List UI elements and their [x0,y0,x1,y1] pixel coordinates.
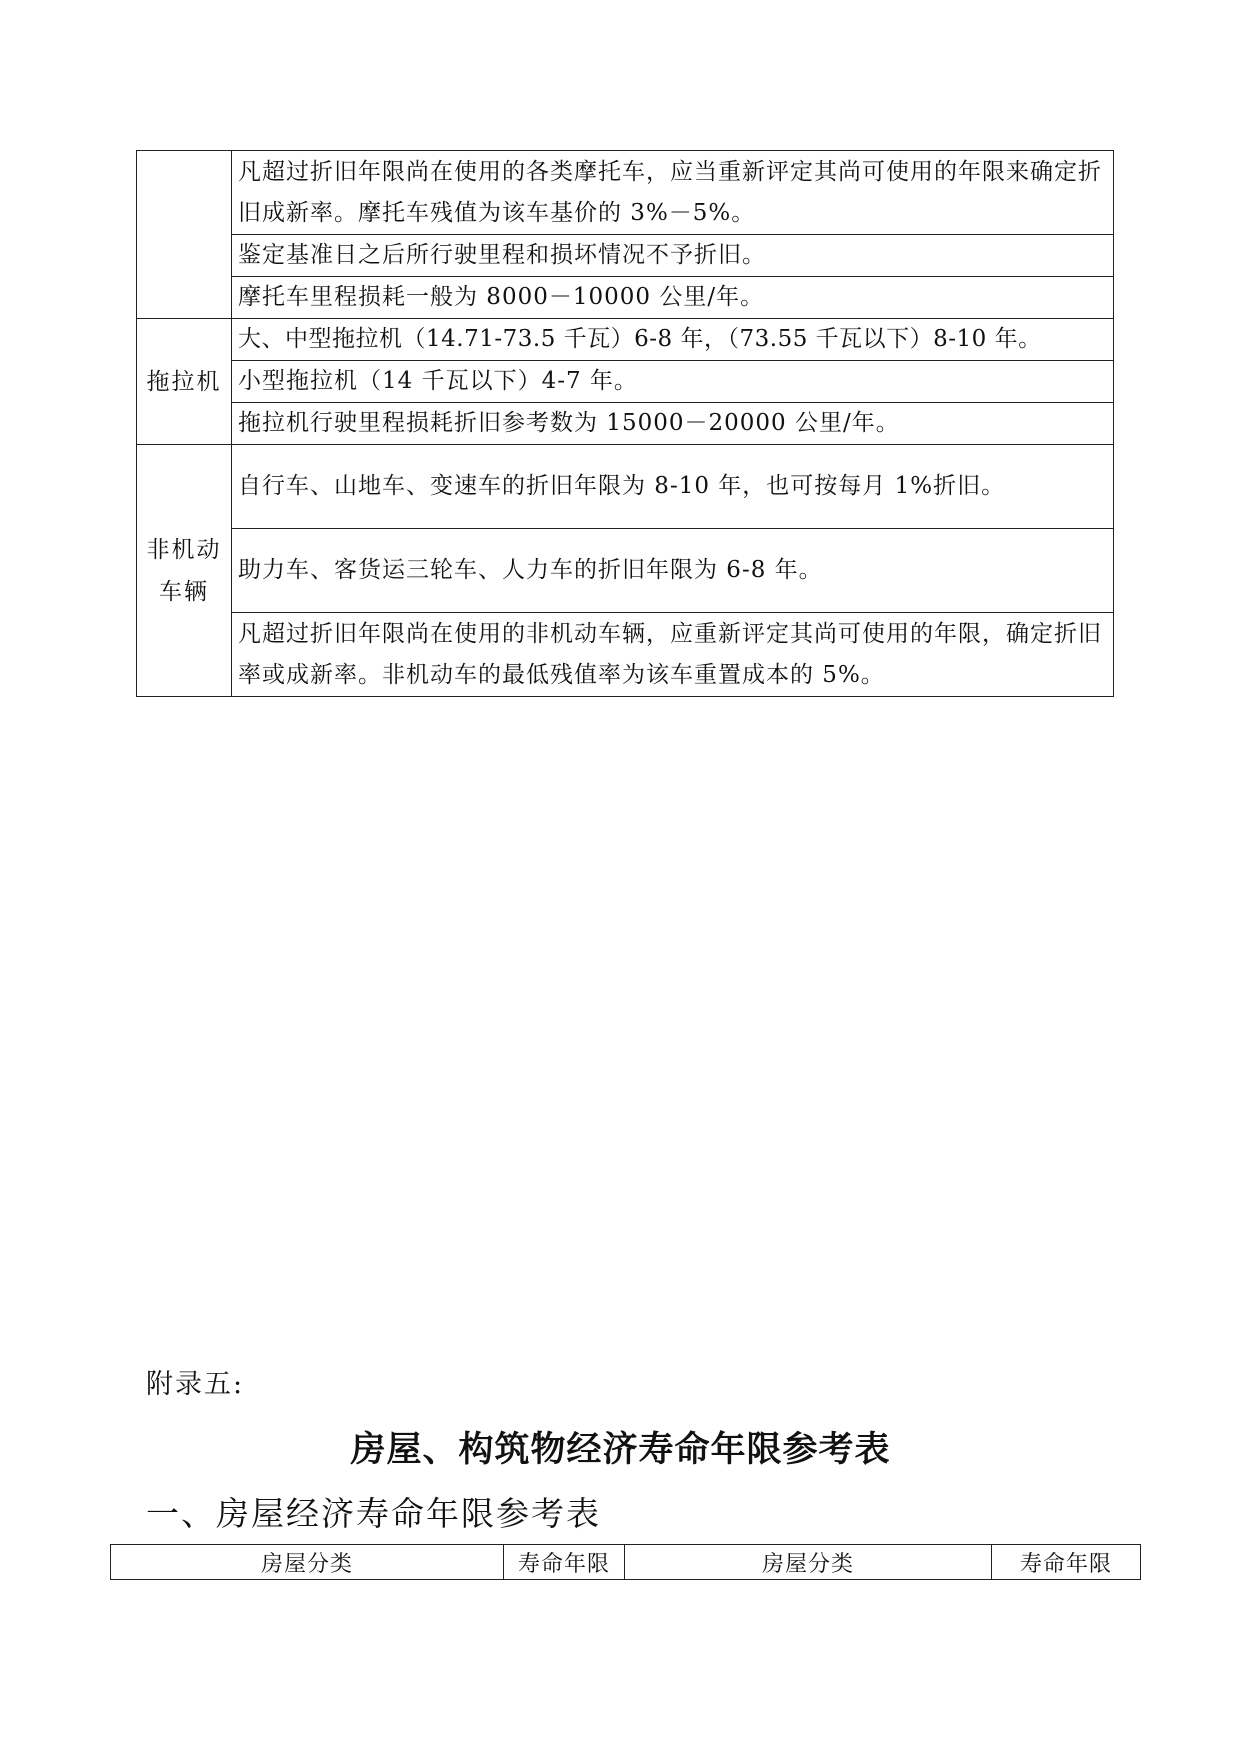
section-title: 一、房屋经济寿命年限参考表 [146,1494,601,1533]
motorcycle-rule-2: 鉴定基准日之后所行驶里程和损坏情况不予折旧。 [232,235,1114,277]
header-lifespan-2: 寿命年限 [992,1545,1141,1580]
tractor-rule-3: 拖拉机行驶里程损耗折旧参考数为 15000－20000 公里/年。 [232,403,1114,445]
document-title: 房屋、构筑物经济寿命年限参考表 [350,1429,891,1470]
header-house-category-2: 房屋分类 [625,1545,992,1580]
tractor-category-cell: 拖拉机 [137,319,232,445]
non-motor-rule-1: 自行车、山地车、变速车的折旧年限为 8-10 年，也可按每月 1%折旧。 [232,445,1114,529]
non-motor-rule-3: 凡超过折旧年限尚在使用的非机动车辆，应重新评定其尚可使用的年限，确定折旧率或成新率。非机动车的最低残值率为该车重置成本的 5%。 [232,613,1114,697]
appendix-label: 附录五: [146,1369,245,1400]
motorcycle-rule-3: 摩托车里程损耗一般为 8000－10000 公里/年。 [232,277,1114,319]
motorcycle-rule-1: 凡超过折旧年限尚在使用的各类摩托车，应当重新评定其尚可使用的年限来确定折旧成新率。摩托车残值为该车基价的 3%－5%。 [232,151,1114,235]
header-house-category-1: 房屋分类 [111,1545,504,1580]
house-lifespan-table [110,1544,1141,1580]
non-motor-category-line2: 车辆 [159,578,209,605]
motorcycle-category-cell [137,151,232,319]
non-motor-rule-2: 助力车、客货运三轮车、人力车的折旧年限为 6-8 年。 [232,529,1114,613]
non-motor-category-cell [137,445,232,697]
tractor-rule-2: 小型拖拉机（14 千瓦以下）4-7 年。 [232,361,1114,403]
non-motor-category-line1: 非机动 [146,536,222,563]
header-lifespan-1: 寿命年限 [504,1545,625,1580]
vehicle-depreciation-table [136,150,1114,697]
tractor-rule-1: 大、中型拖拉机（14.71-73.5 千瓦）6-8 年，（73.55 千瓦以下）8-10 年。 [232,319,1114,361]
